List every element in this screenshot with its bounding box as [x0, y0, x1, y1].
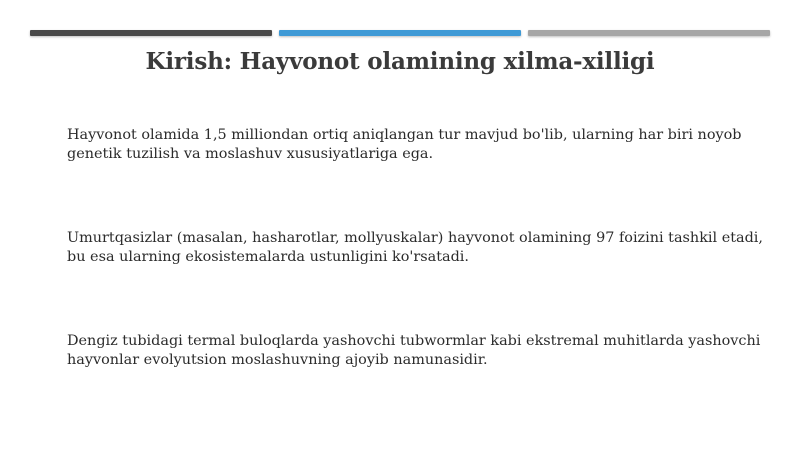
paragraph-2: Umurtqasizlar (masalan, hasharotlar, mollyuskalar) hayvonot olamining 97 foizini tashkil etadi, bu esa ularning ekosistemalarda ustunligini ko'rsatadi.	[67, 230, 763, 265]
header-bar-left	[30, 30, 272, 36]
header-bar-middle	[279, 30, 521, 36]
paragraph-1: Hayvonot olamida 1,5 milliondan ortiq aniqlangan tur mavjud bo'lib, ularning har biri noyob genetik tuzilish va moslashuv xususiyatlariga ega.	[67, 127, 742, 162]
paragraph-3: Dengiz tubidagi termal buloqlarda yashovchi tubwormlar kabi ekstremal muhitlarda yashovchi hayvonlar evolyutsion moslashuvning ajoyib namunasidir.	[67, 333, 761, 368]
slide-title: Kirish: Hayvonot olamining xilma-xilligi	[145, 48, 655, 75]
header-bar-right	[528, 30, 770, 36]
